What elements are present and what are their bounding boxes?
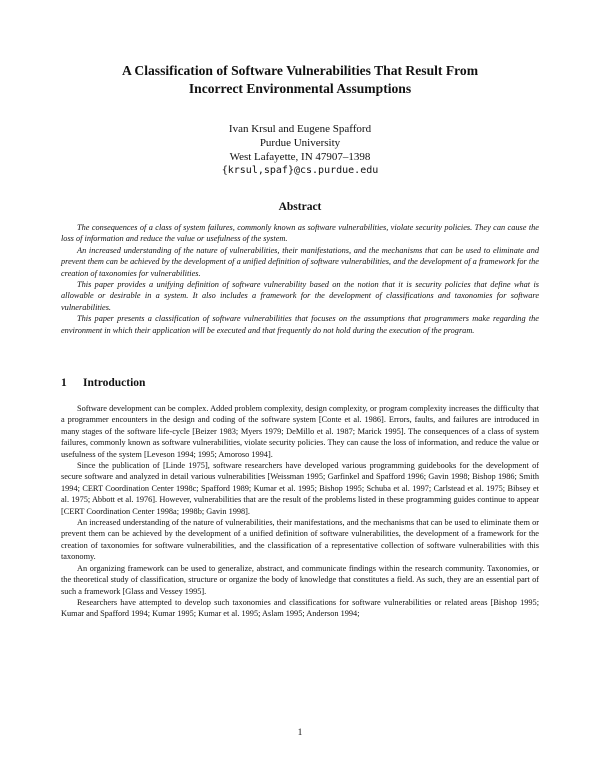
abstract-paragraph: An increased understanding of the nature of vulnerabilities, their manifestations, and the mechanisms that can be used to eliminate and prevent them can be achieved by the development of a unified definition of software vulnerabilities, and the development of a framework for the creation of taxonomies for vulnerabilities. (61, 245, 539, 278)
author-names: Ivan Krsul and Eugene Spafford (228, 123, 372, 135)
author-affiliation: Purdue University (259, 137, 341, 149)
introduction-body (61, 403, 539, 620)
abstract-paragraph: This paper provides a unifying definition of software vulnerability based on the notion that it is security policies that define what is allowable or desirable in a system. It also includes a framework for the development of classifications and taxonomies for software vulnerabilities. (61, 280, 539, 312)
abstract-paragraph: The consequences of a class of system failures, commonly known as software vulnerabilities, violate security policies. They can cause the loss of information and reduce the value or usefulness of the system. (61, 223, 539, 244)
body-paragraph: An organizing framework can be used to generalize, abstract, and communicate findings within the research community. Taxonomies, or the theoretical study of classification, structure or organize the body of knowledge that constitutes a field. As such, they are an essential part of such a framework [Glass and Vessey 1995]. (61, 563, 539, 596)
author-block (100, 122, 500, 178)
section-heading-introduction (61, 377, 539, 389)
body-paragraph: Since the publication of [Linde 1975], software researchers have developed various programming guidebooks for the development of secure software and analyzed in detail various vulnerabilities [Weissman 1995; Garfinkel and Spafford 1996; Gavin 1998; Bishop 1986; Smith 1994; CERT Coordination Center 1998c; Spafford 1989; Kumar et al. 1995; Bishop 1995; Schuba et al. 1997; Carlstead et al. 1975; Bibsey et al. 1975; Abbott et al. 1976]. However, vulnerabilities that are the result of the problems listed in these programming guides continue to appear [CERT Coordination Center 1998a; 1998b; Gavin 1998]. (61, 461, 539, 516)
body-paragraph: An increased understanding of the nature of vulnerabilities, their manifestations, and the mechanisms that can be used to eliminate them or prevent them can be achieved by the development of a unified definition of software vulnerabilities, the development of a framework for the creation of taxonomies for software vulnerabilities, and the classification of a representative collection of software vulnerabilities with this taxonomy. (61, 518, 539, 562)
author-location: West Lafayette, IN 47907–1398 (229, 151, 371, 163)
paper-title (40, 62, 560, 98)
paper-title-line-1: A Classification of Software Vulnerabilities That Result From (121, 63, 479, 78)
paper-title-line-2: Incorrect Environmental Assumptions (188, 81, 412, 96)
section-number: 1 (61, 377, 67, 389)
section-title: Introduction (83, 377, 146, 389)
abstract-heading: Abstract (278, 201, 322, 213)
author-email: {krsul,spaf}@cs.purdue.edu (221, 165, 379, 176)
body-paragraph: Researchers have attempted to develop such taxonomies and classifications for software vulnerabilities or related areas [Bishop 1995; Kumar and Spafford 1994; Kumar 1995; Kumar et al. 1995; Aslam 1995; Anderson 1994; (61, 597, 539, 619)
page-number: 1 (297, 728, 303, 738)
abstract-paragraph: This paper presents a classification of software vulnerabilities that focuses on the assumptions that programmers make regarding the environment in which their application will be executed and that frequently do not hold during the execution of the program. (61, 314, 539, 335)
body-paragraph: Software development can be complex. Added problem complexity, design complexity, or program complexity increases the difficulty that a programmer encounters in the design and coding of the software system [Conte et al. 1986]. Errors, faults, and failures are introduced in many stages of the software life-cycle [Beizer 1983; Myers 1979; DeMillo et al. 1987; Marick 1995]. The consequences of a class of system failures, commonly known as software vulnerabilities, violate security policies. They can cause the loss of information, and reduce the value or usefulness of the system [Leveson 1994; 1995; Amoroso 1994]. (61, 404, 539, 459)
abstract-body (61, 222, 539, 336)
